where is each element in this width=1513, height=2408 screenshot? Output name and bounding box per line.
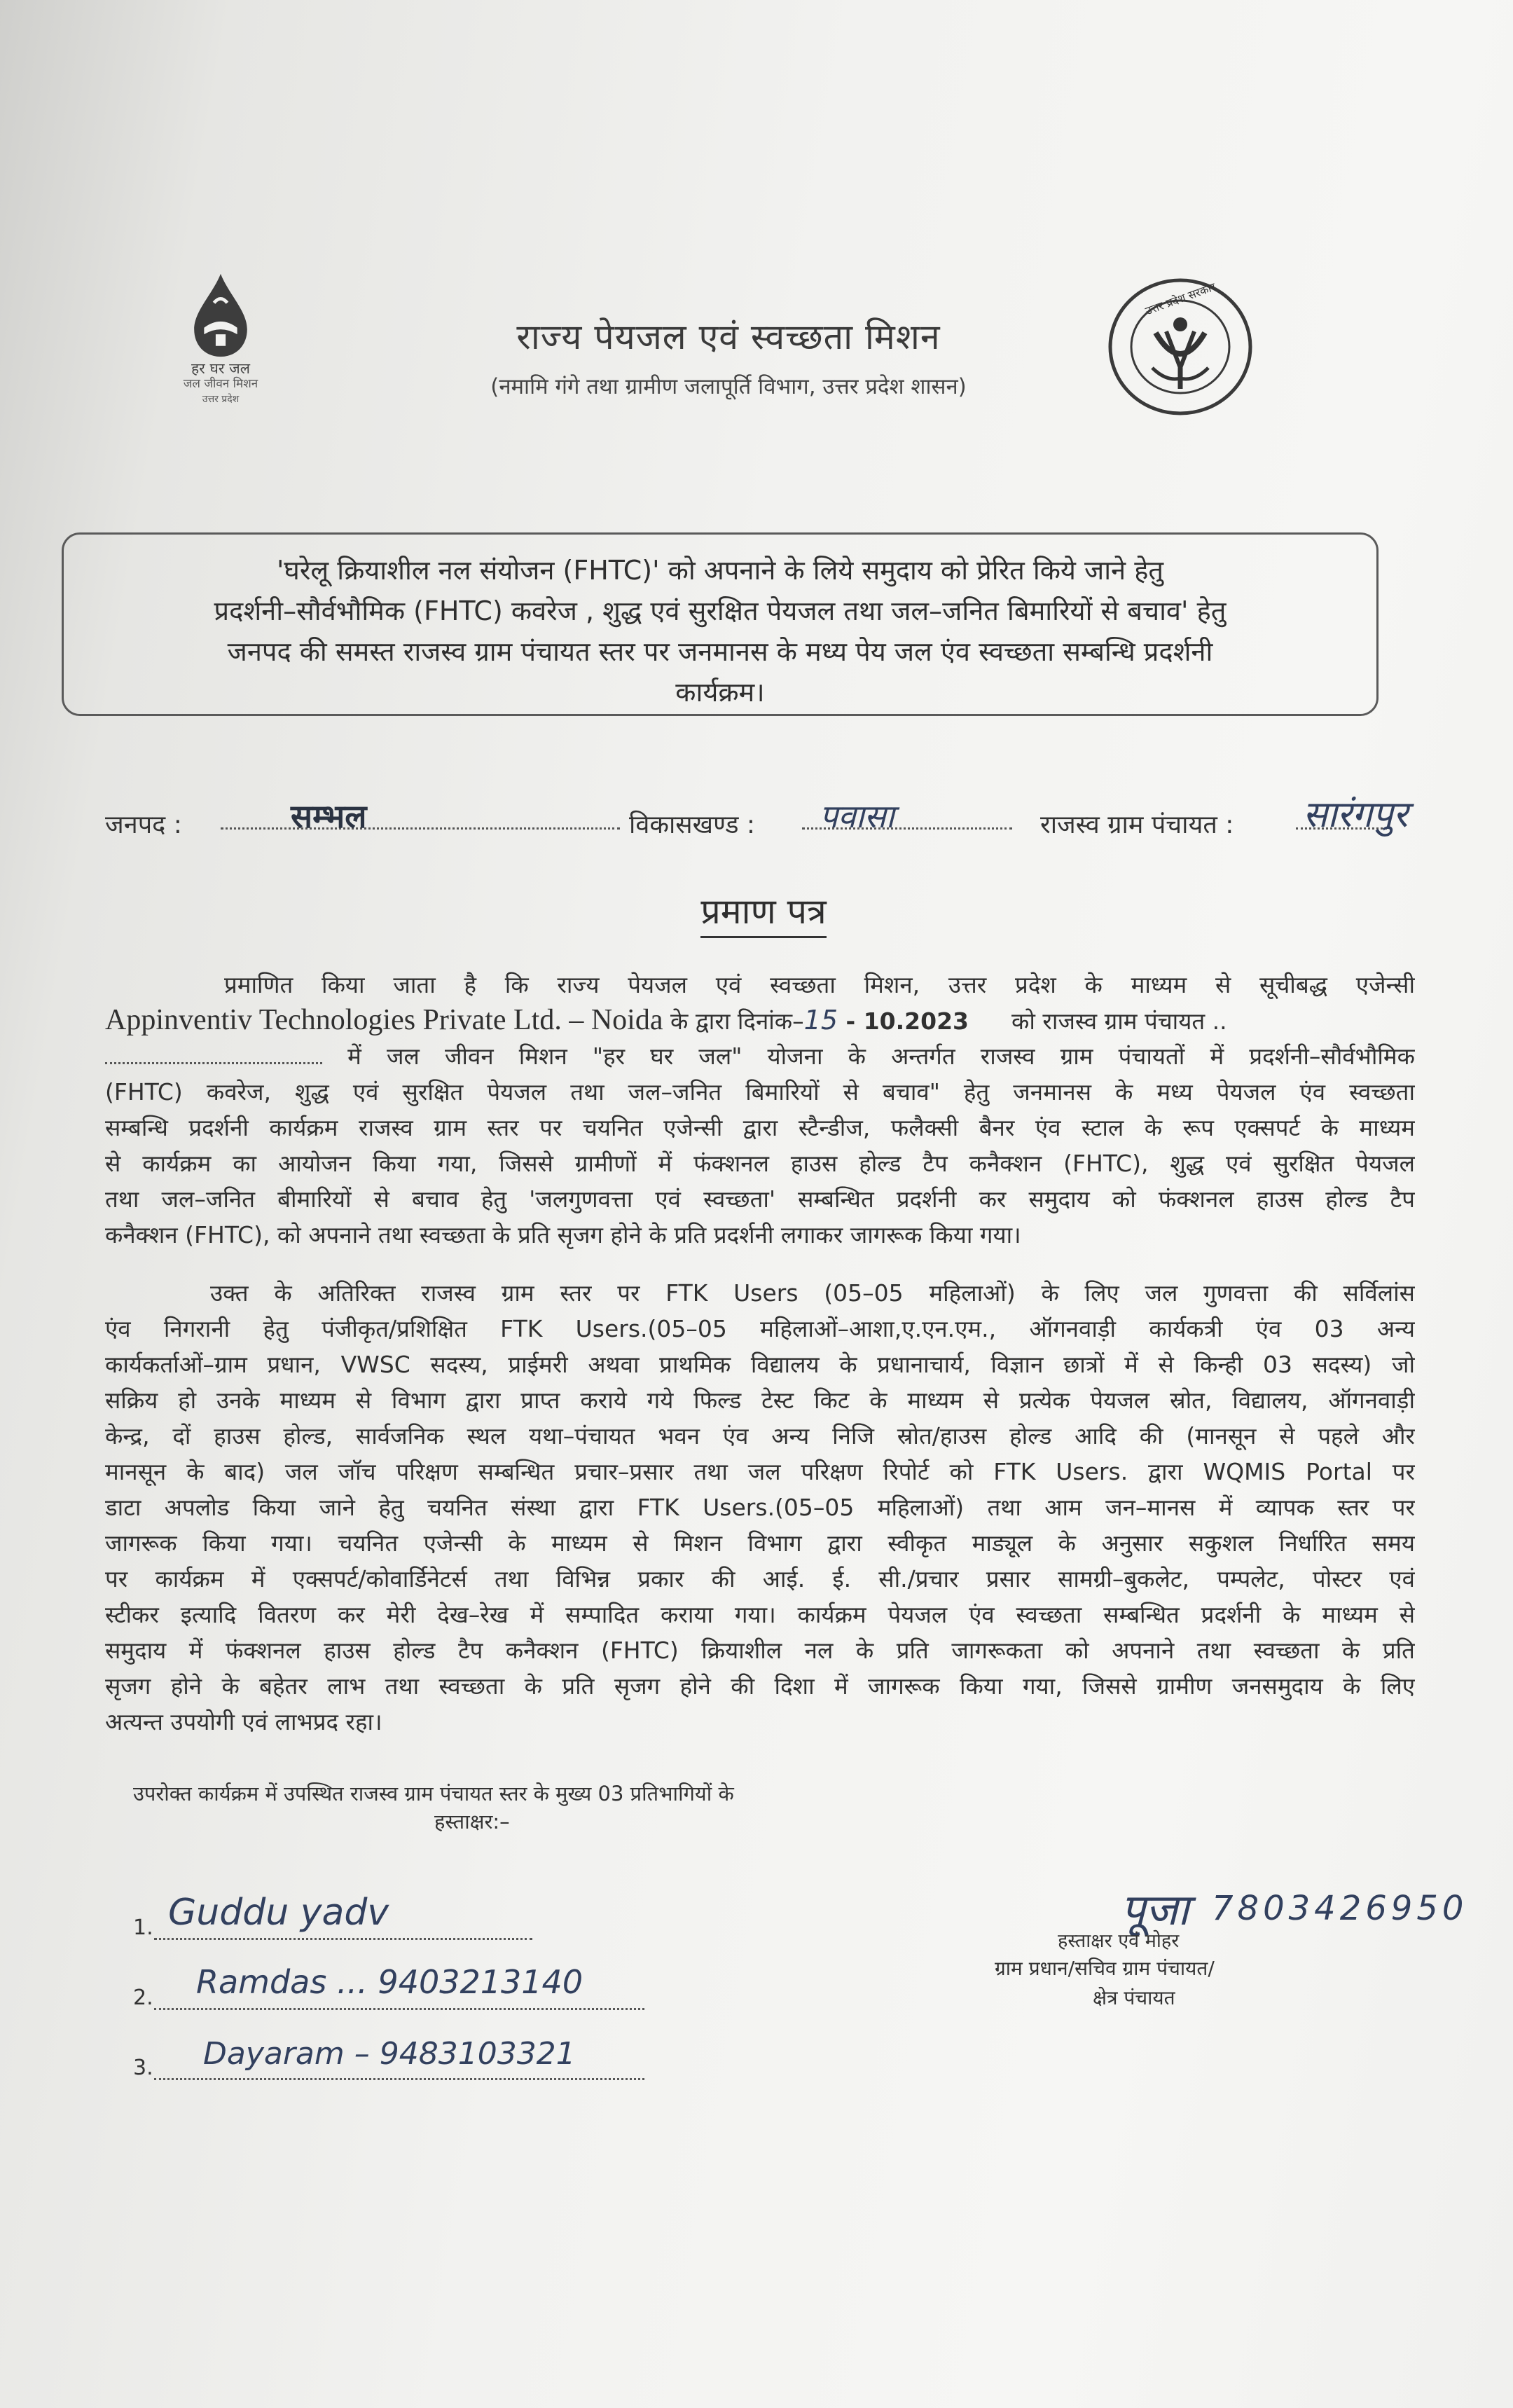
janpad-label: जनपद :: [105, 811, 182, 839]
stamp-label: हस्ताक्षर एवं मोहर: [1058, 1930, 1180, 1952]
stamp-role: क्षेत्र पंचायत: [1093, 1986, 1175, 2009]
date-suffix: को राजस्व ग्राम पंचायत: [1011, 1007, 1205, 1035]
para-line: एंव निगरानी हेतु पंजीकृत/प्रशिक्षित FTK Users.(05–05 महिलाओं–आशा,ए.एन.एम., ऑगनवाड़ी कार्यकत्री एंव 03 अन्य: [105, 1315, 1415, 1342]
banner-line: जनपद की समस्त राजस्व ग्राम पंचायत स्तर पर जनमानस के मध्य पेय जल एंव स्वच्छता सम्बन्धि प्रदर्शनी: [227, 636, 1213, 667]
para-line: तथा जल–जनित बीमारियों से बचाव हेतु 'जलगुणवत्ता एवं स्वच्छता' सम्बन्धित प्रदर्शनी कर समुदाय को फंक्शनल हाउस होल्ड टैप: [105, 1185, 1415, 1213]
para-line: सम्बन्धि प्रदर्शनी कार्यक्रम राजस्व ग्राम स्तर पर चयनित एजेन्सी द्वारा स्टैन्डीज, फलैक्सी बैनर एंव स्टाल के रूप एक्सपर्ट के माध्यम: [105, 1114, 1415, 1141]
gram-panchayat-label: राजस्व ग्राम पंचायत :: [1040, 811, 1234, 839]
janpad-value: सम्भल: [291, 797, 367, 835]
page-title: राज्य पेयजल एवं स्वच्छता मिशन: [516, 317, 941, 357]
date-day: 15: [803, 1005, 838, 1036]
logo-caption: हर घर जल: [191, 360, 250, 377]
row-number: 3.: [133, 2056, 153, 2080]
para-line: सृजग होने के बहेतर लाभ तथा स्वच्छता के प्रति सृजग होने की दिशा में जागरूक किया गया, जिससे ग्रामीण जनसमुदाय के लिए: [105, 1672, 1415, 1700]
para-line: पर कार्यक्रम में एक्सपर्ट/कोवार्डिनेटर्स तथा विभिन्न प्रकार की आई. ई. सी./प्रचार प्रसार सामग्री–बुकलेट, पम्पलेट, पोस्टर एवं: [105, 1565, 1415, 1592]
emblem-text: उत्तर प्रदेश सरकार: [1143, 280, 1217, 318]
signature-line: [154, 2008, 644, 2010]
para-line: समुदाय में फंक्शनल हाउस होल्ड टैप कनैक्शन (FHTC) क्रियाशील नल के प्रति जागरूकता को अपनाने तथा स्वच्छता के प्रति: [105, 1637, 1415, 1664]
logo-caption: उत्तर प्रदेश: [202, 394, 240, 405]
para-line: से कार्यक्रम का आयोजन किया गया, जिससे ग्रामीणों में फंक्शनल हाउस होल्ड टैप कनैक्शन (FHTC), शुद्ध एवं सुरक्षित पेयजल: [105, 1150, 1415, 1177]
para-line: (FHTC) कवरेज, शुद्ध एवं सुरक्षित पेयजल तथा जल–जनित बिमारियों से बचाव" हेतु जनमानस के मध्य पेयजल एंव स्वच्छता: [105, 1078, 1415, 1106]
para-line: मानसून के बाद) जल जॉच परिक्षण सम्बन्धित प्रचार–प्रसार तथा जल परिक्षण रिपोर्ट को FTK Users. द्वारा WQMIS Portal पर: [105, 1458, 1415, 1485]
para-line: डाटा अपलोड किया जाने हेतु चयनित संस्था द्वारा FTK Users.(05–05 महिलाओं) तथा आम जन–मानस में व्यापक स्तर पर: [105, 1494, 1415, 1521]
banner-line: 'घरेलू क्रियाशील नल संयोजन (FHTC)' को अपनाने के लिये समुदाय को प्रेरित किये जाने हेतु: [276, 555, 1164, 586]
para-line: कनैक्शन (FHTC), को अपनाने तथा स्वच्छता के प्रति सृजग होने के प्रति प्रदर्शनी लगाकर जागरूक किया गया।: [105, 1221, 1021, 1248]
signature-text: Ramdas ... 9403213140: [196, 1963, 583, 2001]
gram-panchayat-value: सारंगपुर: [1303, 794, 1408, 836]
row-number: 1.: [133, 1915, 153, 1940]
para-line: केन्द्र, दों हाउस होल्ड, सार्वजनिक स्थल यथा–पंचायत भवन एंव अन्य निजि स्रोत/हाउस होल्ड आदि की (मानसून से पहले और: [105, 1422, 1415, 1450]
stamp-role: ग्राम प्रधान/सचिव ग्राम पंचायत/: [995, 1957, 1215, 1980]
page-subtitle: (नमामि गंगे तथा ग्रामीण जलापूर्ति विभाग, उत्तर प्रदेश शासन): [490, 374, 967, 399]
para-line: उक्त के अतिरिक्त राजस्व ग्राम स्तर पर FTK Users (05–05 महिलाओं) के लिए जल गुणवत्ता की सर्विलांस: [210, 1279, 1415, 1307]
certificate-paragraph-1: [105, 967, 1415, 1253]
janpad-line: [221, 827, 620, 830]
signature-line: [154, 2078, 644, 2080]
signature-text: Guddu yadv: [168, 1892, 389, 1934]
participant-signature-1: [133, 1892, 553, 1948]
water-drop-icon: [179, 270, 263, 361]
certificate-paragraph-2: [105, 1275, 1415, 1740]
vikaskhand-value: पवासा: [820, 797, 894, 835]
signature-text: Dayaram – 9483103321: [203, 2036, 576, 2072]
para-line: जागरूक किया गया। चयनित एजेन्सी के माध्यम से मिशन विभाग द्वारा स्वीकृत माड्यूल के अनुसार सकुशल निर्धारित समय: [105, 1529, 1415, 1557]
participant-signature-2: [133, 1963, 665, 2018]
agency-name: Appinventiv Technologies Private Ltd. – Noida: [105, 1004, 663, 1036]
banner-line: प्रदर्शनी–सौर्वभौमिक (FHTC) कवरेज , शुद्ध एवं सुरक्षित पेयजल तथा जल–जनित बिमारियों से बचाव' हेतु: [214, 596, 1227, 626]
program-banner: [62, 532, 1379, 716]
up-government-emblem: [1103, 277, 1268, 417]
para-line: में जल जीवन मिशन "हर घर जल" योजना के अन्तर्गत राजस्व ग्राम पंचायतों में प्रदर्शनी–सौर्वभौमिक: [105, 1038, 1415, 1074]
logo-caption: जल जीवन मिशन: [183, 377, 258, 391]
para-line: प्रमाणित किया जाता है कि राज्य पेयजल एवं स्वच्छता मिशन, उत्तर प्रदेश के माध्यम से सूचीबद्ध एजेन्सी: [224, 971, 1415, 998]
blank-line: [105, 1062, 322, 1064]
certificate-title: प्रमाण पत्र: [616, 886, 911, 934]
signature-line: [154, 1938, 532, 1940]
pradhan-signature: पूजा: [1121, 1884, 1189, 1935]
pradhan-signature-block: [995, 1884, 1513, 2025]
signatures-heading-line: हस्ताक्षर:–: [434, 1810, 510, 1833]
vikaskhand-label: विकासखण्ड :: [629, 811, 756, 839]
date-prefix: के द्वारा दिनांक–: [670, 1007, 804, 1035]
participant-signature-3: [133, 2036, 665, 2088]
para-line: कार्यकर्ताओं–ग्राम प्रधान, VWSC सदस्य, प्राईमरी अथवा प्राथमिक विद्यालय के प्रधानाचार्य, विज्ञान छात्रों में से किन्ही 03 सदस्य) जो: [105, 1351, 1415, 1378]
para-line: अत्यन्त उपयोगी एवं लाभप्रद रहा।: [105, 1708, 382, 1735]
pradhan-phone: 7803426950: [1212, 1889, 1468, 1928]
banner-line: कार्यक्रम।: [675, 677, 765, 708]
row-number: 2.: [133, 1986, 153, 2010]
para-line: सक्रिय हो उनके माध्यम से विभाग द्वारा प्राप्त कराये गये फिल्ड टेस्ट किट के माध्यम से प्रत्येक पेयजल स्रोत, विद्यालय, ऑगनवाड़ी: [105, 1387, 1415, 1414]
signatures-heading: [133, 1780, 974, 1836]
date-rest: 10.2023: [863, 1007, 969, 1035]
para-line: Appinventiv Technologies Private Ltd. – Noida के द्वारा दिनांक–15 - 10.2023 को राजस्व ग्राम पंचायत ..: [105, 1004, 1227, 1036]
har-ghar-jal-logo: [158, 270, 284, 424]
signatures-heading-line: उपरोक्त कार्यक्रम में उपस्थित राजस्व ग्राम पंचायत स्तर के मुख्य 03 प्रतिभागियों के: [133, 1782, 734, 1805]
para-line: स्टीकर इत्यादि वितरण कर मेरी देख–रेख में सम्पादित कराया गया। कार्यक्रम पेयजल एंव स्वच्छता सम्बन्धित प्रदर्शनी के माध्यम से: [105, 1601, 1415, 1628]
location-fields: [105, 781, 1408, 839]
